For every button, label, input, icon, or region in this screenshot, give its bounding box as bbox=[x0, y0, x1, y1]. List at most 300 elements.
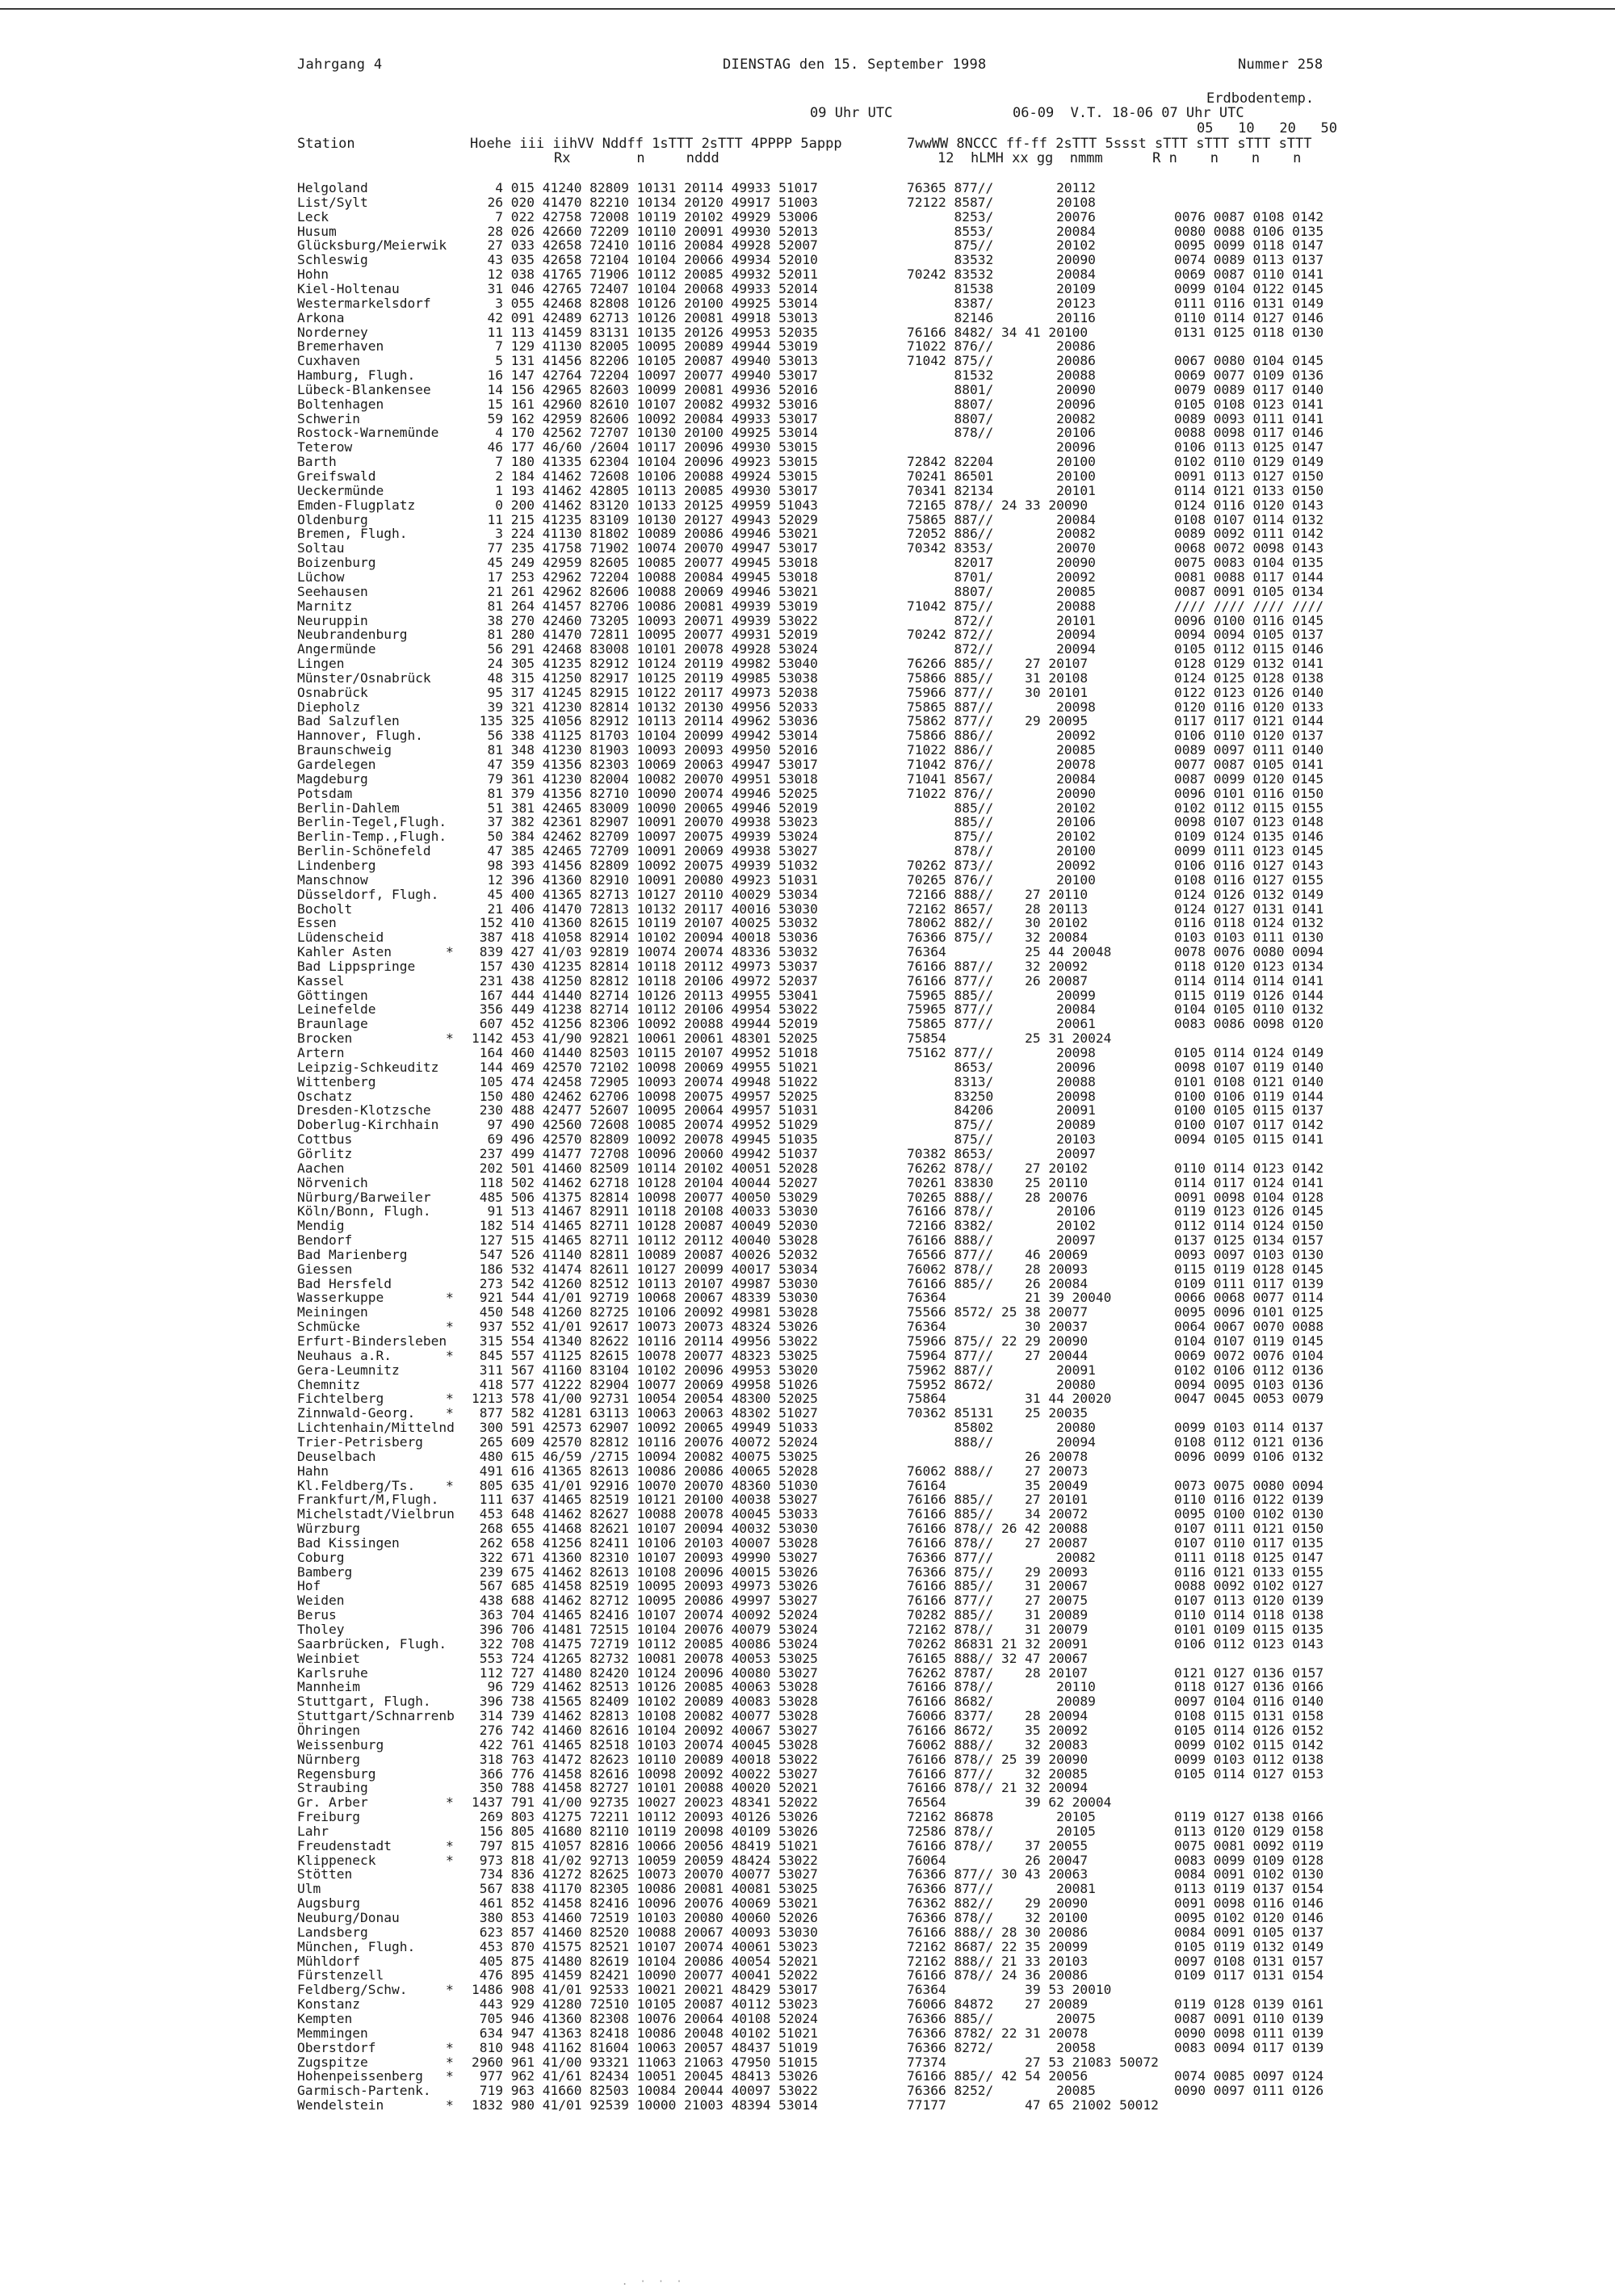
observation-codes: 105 474 42458 72905 10093 20074 49948 51022 bbox=[472, 1073, 818, 1089]
table-row bbox=[0, 1464, 1615, 1479]
table-row bbox=[0, 282, 1615, 296]
soil-temperatures: 0090 0097 0111 0126 bbox=[1174, 2083, 1324, 2099]
table-row bbox=[0, 1450, 1615, 1464]
table-row bbox=[0, 354, 1615, 368]
soil-temperatures: 0080 0088 0106 0135 bbox=[1174, 223, 1324, 239]
weather-codes: 76166 885// 34 20072 bbox=[907, 1506, 1089, 1522]
soil-temperatures: 0068 0072 0098 0143 bbox=[1174, 540, 1324, 556]
table-row bbox=[0, 1680, 1615, 1694]
station-name: Teterow bbox=[297, 439, 353, 455]
station-name: Bocholt bbox=[297, 900, 353, 917]
table-row bbox=[0, 541, 1615, 556]
table-row bbox=[0, 1723, 1615, 1738]
station-name: Seehausen bbox=[297, 583, 368, 599]
station-name: Konstanz bbox=[297, 1996, 360, 2013]
table-row bbox=[0, 1233, 1615, 1248]
station-name: Bad Lippspringe bbox=[297, 958, 416, 974]
table-row bbox=[0, 815, 1615, 829]
observation-codes: 2960 961 41/00 93321 11063 21063 47950 51015 bbox=[472, 2054, 818, 2070]
table-row bbox=[0, 671, 1615, 686]
soil-temperatures: 0104 0105 0110 0132 bbox=[1174, 1001, 1324, 1018]
weather-codes: 72162 86878 20105 bbox=[907, 1809, 1096, 1825]
observation-codes: 164 460 41440 82503 10115 20107 49952 51018 bbox=[472, 1045, 818, 1060]
weather-codes: 76166 887// 32 20092 bbox=[907, 958, 1089, 974]
observation-codes: 705 946 41360 82308 10076 20064 40108 52024 bbox=[472, 2010, 818, 2026]
soil-temperatures: 0128 0129 0132 0141 bbox=[1174, 656, 1324, 672]
table-row bbox=[0, 2098, 1615, 2113]
soil-temperatures: 0088 0092 0102 0127 bbox=[1174, 1578, 1324, 1594]
station-name: Neuruppin bbox=[297, 612, 368, 628]
station-name: Berlin-Schönefeld bbox=[297, 843, 431, 859]
table-row bbox=[0, 945, 1615, 959]
table-row bbox=[0, 484, 1615, 498]
station-name: Stötten bbox=[297, 1866, 353, 1883]
table-row bbox=[0, 1320, 1615, 1334]
weather-codes: 75865 887// 20098 bbox=[907, 699, 1096, 715]
observation-codes: 95 317 41245 82915 10122 20117 49973 52038 bbox=[472, 684, 818, 700]
soil-temperatures: 0108 0112 0121 0136 bbox=[1174, 1433, 1324, 1450]
station-name: Münster/Osnabrück bbox=[297, 669, 431, 686]
weather-codes: 8253/ 20076 bbox=[907, 208, 1096, 225]
soil-temperatures: 0083 0094 0117 0139 bbox=[1174, 2039, 1324, 2055]
station-name: Hof bbox=[297, 1578, 321, 1594]
station-name: Arkona bbox=[297, 309, 345, 325]
weather-codes: 72842 82204 20100 bbox=[907, 454, 1096, 470]
weather-codes: 76066 84872 27 20089 bbox=[907, 1996, 1089, 2013]
table-row bbox=[0, 296, 1615, 311]
station-name: Bad Salzuflen bbox=[297, 713, 400, 729]
station-name: Köln/Bonn, Flugh. bbox=[297, 1203, 431, 1219]
observation-codes: 38 270 42460 73205 10093 20071 49939 53022 bbox=[472, 612, 818, 628]
weather-codes: 76166 878// 24 36 20086 bbox=[907, 1967, 1089, 1983]
observation-codes: 314 739 41462 82813 10108 20082 40077 53028 bbox=[472, 1708, 818, 1724]
observation-codes: 921 544 41/01 92719 10068 20067 48339 53030 bbox=[472, 1290, 818, 1306]
table-row bbox=[0, 1622, 1615, 1637]
weather-codes: 76362 882// 29 20090 bbox=[907, 1895, 1089, 1912]
soil-temperatures: 0096 0100 0116 0145 bbox=[1174, 612, 1324, 628]
weather-codes: 70261 83830 25 20110 bbox=[907, 1174, 1089, 1190]
station-name: Hohn bbox=[297, 267, 329, 283]
station-name: Diepholz bbox=[297, 699, 360, 715]
table-row bbox=[0, 2026, 1615, 2041]
station-name: Gr. Arber bbox=[297, 1794, 368, 1811]
observation-codes: 973 818 41/02 92713 10059 20059 48424 53022 bbox=[472, 1852, 818, 1868]
station-name: Leipzig-Schkeuditz bbox=[297, 1059, 439, 1075]
soil-temperatures: 0089 0092 0111 0142 bbox=[1174, 526, 1324, 542]
observation-codes: 81 379 41356 82710 10090 20074 49946 52025 bbox=[472, 785, 818, 801]
station-name: Cottbus bbox=[297, 1131, 353, 1148]
table-row bbox=[0, 930, 1615, 945]
station-name: Mendig bbox=[297, 1218, 345, 1234]
station-name: Artern bbox=[297, 1045, 345, 1060]
weather-codes: 70241 86501 20100 bbox=[907, 468, 1096, 484]
observation-codes: 47 359 41356 82303 10069 20063 49947 53017 bbox=[472, 757, 818, 772]
observation-codes: 1 193 41462 42805 10113 20085 49930 53017 bbox=[472, 482, 818, 498]
weather-codes: 70265 876// 20100 bbox=[907, 871, 1096, 888]
observation-codes: 418 577 41222 82904 10077 20069 49958 51026 bbox=[472, 1376, 818, 1392]
weather-codes: 76166 8682/ 20089 bbox=[907, 1694, 1096, 1710]
weather-codes: 76166 877// 26 20087 bbox=[907, 972, 1089, 988]
soil-temperatures: 0097 0108 0131 0157 bbox=[1174, 1953, 1324, 1969]
soil-temperatures: 0075 0083 0104 0135 bbox=[1174, 555, 1324, 571]
table-row bbox=[0, 1002, 1615, 1017]
observation-codes: 1486 908 41/01 92533 10021 20021 48429 53017 bbox=[472, 1982, 818, 1998]
table-row bbox=[0, 1046, 1615, 1060]
weather-codes: 75862 877// 29 20095 bbox=[907, 713, 1089, 729]
observation-codes: 453 648 41462 82627 10088 20078 40045 53033 bbox=[472, 1506, 818, 1522]
observation-codes: 422 761 41465 82518 10103 20074 40045 53028 bbox=[472, 1736, 818, 1752]
soil-temperatures: 0098 0107 0123 0148 bbox=[1174, 814, 1324, 830]
soil-temperatures: 0073 0075 0080 0094 bbox=[1174, 1477, 1324, 1493]
table-row bbox=[0, 1867, 1615, 1882]
observation-codes: 1437 791 41/00 92735 10027 20023 48341 52022 bbox=[472, 1794, 818, 1811]
observation-codes: 453 870 41575 82521 10107 20074 40061 53023 bbox=[472, 1938, 818, 1954]
weather-codes: 72162 888// 21 33 20103 bbox=[907, 1953, 1089, 1969]
table-row bbox=[0, 498, 1615, 513]
soil-temperatures: 0101 0109 0115 0135 bbox=[1174, 1622, 1324, 1637]
soil-temperatures: 0076 0087 0108 0142 bbox=[1174, 208, 1324, 225]
weather-codes: 75865 887// 20084 bbox=[907, 511, 1096, 527]
observation-codes: 4 015 41240 82809 10131 20114 49933 51017 bbox=[472, 180, 818, 195]
weather-codes: 71022 876// 20086 bbox=[907, 338, 1096, 355]
weather-codes: 75966 875// 22 29 20090 bbox=[907, 1333, 1089, 1349]
weather-codes: 76262 8787/ 28 20107 bbox=[907, 1664, 1089, 1681]
soil-temperatures: 0137 0125 0134 0157 bbox=[1174, 1232, 1324, 1249]
table-row bbox=[0, 700, 1615, 715]
soil-temperatures: 0120 0116 0120 0133 bbox=[1174, 699, 1324, 715]
table-row bbox=[0, 195, 1615, 210]
table-row bbox=[0, 1911, 1615, 1925]
station-name: Lichtenhain/Mittelnd bbox=[297, 1420, 455, 1436]
table-row bbox=[0, 916, 1615, 930]
observation-codes: 43 035 42658 72104 10104 20066 49934 52010 bbox=[472, 252, 818, 268]
soil-temperatures: 0064 0067 0070 0088 bbox=[1174, 1319, 1324, 1335]
weather-codes: 70282 885// 31 20089 bbox=[907, 1607, 1089, 1623]
station-name: Berlin-Tegel,Flugh. bbox=[297, 814, 447, 830]
table-row bbox=[0, 1147, 1615, 1161]
soil-temperatures: 0091 0098 0104 0128 bbox=[1174, 1189, 1324, 1205]
station-name: Stuttgart/Schnarrenb bbox=[297, 1708, 455, 1724]
observation-codes: 311 567 41160 83104 10102 20096 49953 53020 bbox=[472, 1362, 818, 1378]
weather-codes: 76364 30 20037 bbox=[907, 1319, 1089, 1335]
observation-codes: 69 496 42570 82809 10092 20078 49945 51035 bbox=[472, 1131, 818, 1148]
weather-codes: 72165 878// 24 33 20090 bbox=[907, 497, 1089, 513]
observation-codes: 79 361 41230 82004 10082 20070 49951 53018 bbox=[472, 770, 818, 787]
observation-codes: 28 026 42660 72209 10110 20091 49930 52013 bbox=[472, 223, 818, 239]
observation-codes: 315 554 41340 82622 10116 20114 49956 53022 bbox=[472, 1333, 818, 1349]
weather-codes: 75865 877// 20061 bbox=[907, 1016, 1096, 1032]
observation-codes: 21 406 41470 72813 10132 20117 40016 53030 bbox=[472, 900, 818, 917]
observation-codes: 47 385 42465 72709 10091 20069 49938 53027 bbox=[472, 843, 818, 859]
soil-temperatures: 0105 0112 0115 0146 bbox=[1174, 641, 1324, 657]
weather-codes: 75866 886// 20092 bbox=[907, 728, 1096, 744]
soil-temperatures: 0106 0113 0125 0147 bbox=[1174, 439, 1324, 455]
soil-temperatures: 0095 0100 0102 0130 bbox=[1174, 1506, 1324, 1522]
station-name: Hamburg, Flugh. bbox=[297, 367, 416, 384]
table-row bbox=[0, 1363, 1615, 1378]
station-name: Ueckermünde bbox=[297, 482, 384, 498]
soil-temperatures: 0100 0105 0115 0137 bbox=[1174, 1102, 1324, 1119]
soil-temperatures: 0099 0102 0115 0142 bbox=[1174, 1736, 1324, 1752]
observation-codes: 11 113 41459 83131 10135 20126 49953 52035 bbox=[472, 324, 818, 340]
observation-codes: 112 727 41480 82420 10124 20096 40080 53027 bbox=[472, 1664, 818, 1681]
weather-codes: 885// 20102 bbox=[907, 800, 1096, 816]
station-name: Gera-Leumnitz bbox=[297, 1362, 400, 1378]
observation-codes: 356 449 41238 82714 10112 20106 49954 53022 bbox=[472, 1001, 818, 1018]
weather-codes: 76166 8672/ 35 20092 bbox=[907, 1722, 1089, 1738]
station-name: Lindenberg bbox=[297, 857, 376, 873]
soil-temperatures: 0111 0116 0131 0149 bbox=[1174, 295, 1324, 311]
soil-temperatures: 0108 0107 0114 0132 bbox=[1174, 511, 1324, 527]
station-name: Oschatz bbox=[297, 1088, 353, 1104]
table-row bbox=[0, 1579, 1615, 1593]
table-row bbox=[0, 728, 1615, 743]
soil-temperatures: 0124 0126 0132 0149 bbox=[1174, 886, 1324, 902]
high-station-marker: * bbox=[446, 2097, 454, 2113]
station-name: München, Flugh. bbox=[297, 1938, 416, 1954]
station-name: Bendorf bbox=[297, 1232, 353, 1249]
observation-codes: 11 215 41235 83109 10130 20127 49943 52029 bbox=[472, 511, 818, 527]
weather-codes: 76166 877// 27 20075 bbox=[907, 1593, 1089, 1609]
station-name: Berlin-Dahlem bbox=[297, 800, 400, 816]
volume-label: Jahrgang 4 bbox=[297, 57, 383, 73]
weather-codes: 878// 20106 bbox=[907, 425, 1096, 441]
observation-codes: 3 224 41130 81802 10089 20086 49946 53021 bbox=[472, 526, 818, 542]
observation-codes: 1832 980 41/01 92539 10000 21003 48394 53014 bbox=[472, 2097, 818, 2113]
station-name: Meiningen bbox=[297, 1304, 368, 1320]
station-name: Potsdam bbox=[297, 785, 353, 801]
weather-codes: 70262 86831 21 32 20091 bbox=[907, 1635, 1089, 1652]
soil-temperatures: 0116 0118 0124 0132 bbox=[1174, 915, 1324, 931]
soil-temperatures: 0079 0089 0117 0140 bbox=[1174, 381, 1324, 397]
weather-codes: 76166 885// 42 54 20056 bbox=[907, 2068, 1089, 2084]
table-row bbox=[0, 1103, 1615, 1118]
observation-codes: 485 506 41375 82814 10098 20077 40050 53029 bbox=[472, 1189, 818, 1205]
table-row bbox=[0, 1853, 1615, 1868]
observation-codes: 98 393 41456 82809 10092 20075 49939 51032 bbox=[472, 857, 818, 873]
station-name: Boizenburg bbox=[297, 555, 376, 571]
table-row bbox=[0, 1435, 1615, 1450]
observation-codes: 81 280 41470 72811 10095 20077 49931 52019 bbox=[472, 627, 818, 643]
soil-temperatures: 0115 0119 0128 0145 bbox=[1174, 1261, 1324, 1277]
soil-temperatures: 0105 0108 0123 0141 bbox=[1174, 396, 1324, 412]
weather-codes: 82146 20116 bbox=[907, 309, 1096, 325]
soil-temperatures: 0102 0112 0115 0155 bbox=[1174, 800, 1324, 816]
soil-temperatures: 0089 0093 0111 0141 bbox=[1174, 410, 1324, 426]
soil-temperatures: 0087 0099 0120 0145 bbox=[1174, 770, 1324, 787]
soil-temperatures: 0112 0114 0124 0150 bbox=[1174, 1218, 1324, 1234]
top-rule bbox=[0, 8, 1615, 10]
observation-codes: 15 161 42960 82610 10107 20082 49932 53016 bbox=[472, 396, 818, 412]
high-station-marker: * bbox=[446, 1030, 454, 1047]
table-row bbox=[0, 1882, 1615, 1896]
weather-codes: 76266 885// 27 20107 bbox=[907, 656, 1089, 672]
observation-codes: 363 704 41465 82416 10107 20074 40092 52024 bbox=[472, 1607, 818, 1623]
station-name: Husum bbox=[297, 223, 337, 239]
soil-temperatures: 0115 0119 0126 0144 bbox=[1174, 987, 1324, 1003]
table-row bbox=[0, 513, 1615, 527]
station-name: Weinbiet bbox=[297, 1650, 360, 1666]
table-row bbox=[0, 311, 1615, 325]
issue-number: Nummer 258 bbox=[1238, 57, 1323, 73]
station-name: Bamberg bbox=[297, 1564, 353, 1580]
observation-codes: 202 501 41460 82509 10114 20102 40051 52028 bbox=[472, 1160, 818, 1176]
high-station-marker: * bbox=[446, 944, 454, 960]
station-name: Chemnitz bbox=[297, 1376, 360, 1392]
observation-codes: 797 815 41057 82816 10066 20056 48419 51021 bbox=[472, 1837, 818, 1853]
observation-codes: 443 929 41280 72510 10105 20087 40112 53023 bbox=[472, 1996, 818, 2013]
soil-temperatures: 0105 0114 0126 0152 bbox=[1174, 1722, 1324, 1738]
observation-codes: 96 729 41462 82513 10126 20085 40063 53028 bbox=[472, 1679, 818, 1695]
station-name: Straubing bbox=[297, 1780, 368, 1796]
high-station-marker: * bbox=[446, 2039, 454, 2055]
weather-codes: 81532 20088 bbox=[907, 367, 1096, 384]
station-name: Kl.Feldberg/Ts. bbox=[297, 1477, 416, 1493]
observation-codes: 7 129 41130 82005 10095 20089 49944 53019 bbox=[472, 338, 818, 355]
table-row bbox=[0, 1536, 1615, 1551]
table-row bbox=[0, 556, 1615, 570]
observation-codes: 567 685 41458 82519 10095 20093 49973 53026 bbox=[472, 1578, 818, 1594]
station-name: Garmisch-Partenk. bbox=[297, 2083, 431, 2099]
observation-codes: 127 515 41465 82711 10112 20112 40040 53028 bbox=[472, 1232, 818, 1249]
station-name: Feldberg/Schw. bbox=[297, 1982, 408, 1998]
station-name: Schleswig bbox=[297, 252, 368, 268]
weather-codes: 76262 878// 27 20102 bbox=[907, 1160, 1089, 1176]
weather-codes: 76166 878// 20106 bbox=[907, 1203, 1096, 1219]
station-name: Kempten bbox=[297, 2010, 353, 2026]
table-row bbox=[0, 1118, 1615, 1132]
weather-codes: 75162 877// 20098 bbox=[907, 1045, 1096, 1060]
date-label: DIENSTAG den 15. September 1998 bbox=[723, 57, 987, 73]
soil-temperatures: 0069 0087 0110 0141 bbox=[1174, 267, 1324, 283]
soil-temperatures: 0110 0116 0122 0139 bbox=[1174, 1492, 1324, 1508]
station-name: Trier-Petrisberg bbox=[297, 1433, 423, 1450]
soil-temperatures: 0110 0114 0127 0146 bbox=[1174, 309, 1324, 325]
table-row bbox=[0, 1060, 1615, 1075]
observation-codes: 380 853 41460 72519 10103 20080 40060 52026 bbox=[472, 1910, 818, 1925]
weather-codes: 70242 872// 20094 bbox=[907, 627, 1096, 643]
observation-codes: 24 305 41235 82912 10124 20119 49982 53040 bbox=[472, 656, 818, 672]
observation-codes: 45 249 42959 82605 10085 20077 49945 53018 bbox=[472, 555, 818, 571]
weather-codes: 76062 888// 32 20083 bbox=[907, 1736, 1089, 1752]
weather-codes: 75965 877// 20084 bbox=[907, 1001, 1096, 1018]
weather-codes: 76366 877// 20082 bbox=[907, 1549, 1096, 1565]
station-name: Rostock-Warnemünde bbox=[297, 425, 439, 441]
observation-codes: 1142 453 41/90 92821 10061 20061 48301 52025 bbox=[472, 1030, 818, 1047]
weather-codes: 72166 888// 27 20110 bbox=[907, 886, 1089, 902]
weather-codes: 875// 20103 bbox=[907, 1131, 1096, 1148]
high-station-marker: * bbox=[446, 1290, 454, 1306]
station-name: Lüdenscheid bbox=[297, 930, 384, 946]
observation-codes: 269 803 41275 72211 10112 20093 40126 53026 bbox=[472, 1809, 818, 1825]
station-name: Schwerin bbox=[297, 410, 360, 426]
soil-temperatures: 0117 0117 0121 0144 bbox=[1174, 713, 1324, 729]
soil-temperatures: 0124 0116 0120 0143 bbox=[1174, 497, 1324, 513]
table-row bbox=[0, 585, 1615, 599]
table-row bbox=[0, 1176, 1615, 1190]
station-name: Leinefelde bbox=[297, 1001, 376, 1018]
observation-codes: 607 452 41256 82306 10092 20088 49944 52019 bbox=[472, 1016, 818, 1032]
soil-temperatures: 0066 0068 0077 0114 bbox=[1174, 1290, 1324, 1306]
observation-codes: 27 033 42658 72410 10116 20084 49928 52007 bbox=[472, 237, 818, 254]
station-name: Bad Marienberg bbox=[297, 1246, 408, 1262]
table-row bbox=[0, 1925, 1615, 1940]
observation-codes: 366 776 41458 82616 10098 20092 40022 53027 bbox=[472, 1765, 818, 1782]
station-name: Zinnwald-Georg. bbox=[297, 1405, 416, 1421]
table-row bbox=[0, 1896, 1615, 1911]
station-name: Lahr bbox=[297, 1823, 329, 1839]
soil-temperatures: 0094 0094 0105 0137 bbox=[1174, 627, 1324, 643]
table-row bbox=[0, 1652, 1615, 1666]
observation-codes: 265 609 42570 82812 10116 20076 40072 52024 bbox=[472, 1433, 818, 1450]
weather-codes: 71022 876// 20090 bbox=[907, 785, 1096, 801]
weather-codes: 71042 876// 20078 bbox=[907, 757, 1096, 772]
table-row bbox=[0, 325, 1615, 340]
weather-codes: 76166 885// 27 20101 bbox=[907, 1492, 1089, 1508]
station-name: Westermarkelsdorf bbox=[297, 295, 431, 311]
code-subheadings: Rx n nddd bbox=[554, 150, 719, 166]
observation-codes: 3 055 42468 82808 10126 20100 49925 53014 bbox=[472, 295, 818, 311]
weather-codes: 70262 873// 20092 bbox=[907, 857, 1096, 873]
weather-codes: 76366 8252/ 20085 bbox=[907, 2083, 1096, 2099]
soil-temperatures: 0098 0107 0119 0140 bbox=[1174, 1059, 1324, 1075]
station-name: Oberstdorf bbox=[297, 2039, 376, 2055]
table-row bbox=[0, 1795, 1615, 1810]
table-row bbox=[0, 2055, 1615, 2070]
soil-temperatures: 0093 0097 0103 0130 bbox=[1174, 1246, 1324, 1262]
soil-temperatures: 0118 0120 0123 0134 bbox=[1174, 958, 1324, 974]
soil-temperatures: 0107 0113 0120 0139 bbox=[1174, 1593, 1324, 1609]
weather-codes: 875// 20102 bbox=[907, 237, 1096, 254]
observation-codes: 37 382 42361 82907 10091 20070 49938 53023 bbox=[472, 814, 818, 830]
soil-temperatures: 0077 0087 0105 0141 bbox=[1174, 757, 1324, 772]
table-row bbox=[0, 959, 1615, 974]
table-row bbox=[0, 873, 1615, 888]
table-row bbox=[0, 1666, 1615, 1681]
high-station-marker: * bbox=[446, 2054, 454, 2070]
observation-codes: 405 875 41480 82619 10104 20086 40054 52021 bbox=[472, 1953, 818, 1969]
observation-codes: 59 162 42959 82606 10092 20084 49933 53017 bbox=[472, 410, 818, 426]
observation-codes: 81 348 41230 81903 10093 20093 49950 52016 bbox=[472, 742, 818, 758]
station-name: Hohenpeissenberg bbox=[297, 2068, 423, 2084]
observation-codes: 91 513 41467 82911 10118 20108 40033 53030 bbox=[472, 1203, 818, 1219]
table-row bbox=[0, 888, 1615, 902]
observation-codes: 42 091 42489 62713 10126 20081 49918 53013 bbox=[472, 309, 818, 325]
observation-codes: 480 615 46/59 /2715 10094 20082 40075 53025 bbox=[472, 1448, 818, 1464]
weather-codes: 76366 875// 29 20093 bbox=[907, 1564, 1089, 1580]
weather-codes: 70265 888// 28 20076 bbox=[907, 1189, 1089, 1205]
observation-codes: 7 022 42758 72008 10119 20102 49929 53006 bbox=[472, 208, 818, 225]
table-row bbox=[0, 1997, 1615, 2012]
observation-codes: 237 499 41477 72708 10096 20060 49942 51037 bbox=[472, 1145, 818, 1161]
station-name: Saarbrücken, Flugh. bbox=[297, 1635, 447, 1652]
soil-temperatures: 0081 0088 0117 0144 bbox=[1174, 569, 1324, 585]
station-name: Doberlug-Kirchhain bbox=[297, 1117, 439, 1133]
table-row bbox=[0, 1391, 1615, 1406]
soil-temperatures: 0106 0110 0120 0137 bbox=[1174, 728, 1324, 744]
station-name: Aachen bbox=[297, 1160, 345, 1176]
weather-codes: 26 20078 bbox=[907, 1448, 1089, 1464]
observation-codes: 623 857 41460 82520 10088 20067 40093 53030 bbox=[472, 1924, 818, 1940]
soil-temperatures: 0121 0127 0136 0157 bbox=[1174, 1664, 1324, 1681]
observation-codes: 12 396 41360 82910 10091 20080 49923 51031 bbox=[472, 871, 818, 888]
weather-codes: 76366 877// 20081 bbox=[907, 1881, 1096, 1897]
weather-codes: 76166 888// 28 30 20086 bbox=[907, 1924, 1089, 1940]
station-name: Neuburg/Donau bbox=[297, 1910, 400, 1925]
soil-temperatures: 0083 0099 0109 0128 bbox=[1174, 1852, 1324, 1868]
weather-codes: 76566 877// 46 20069 bbox=[907, 1246, 1089, 1262]
station-name: Tholey bbox=[297, 1622, 345, 1637]
